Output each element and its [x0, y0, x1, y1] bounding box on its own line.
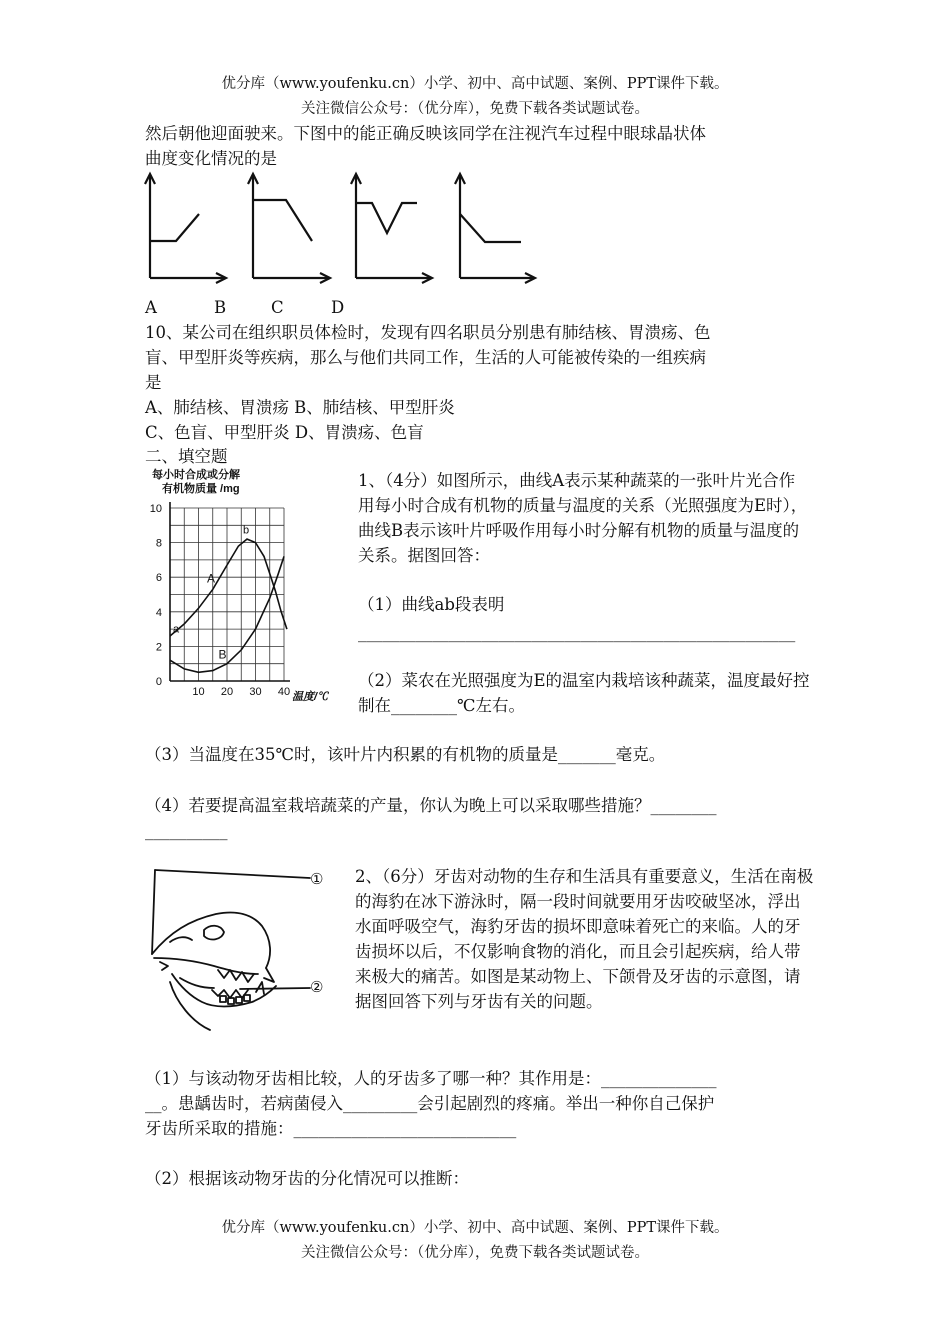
fill1-q3: （3）当温度在35℃时，该叶片内积累的有机物的质量是_______毫克。 [145, 745, 666, 764]
page-footer-line2: 关注微信公众号：（优分库），免费下载各类试题试卷。 [301, 1245, 649, 1261]
chart-ylabel-line2: 有机物质量 /mg [162, 483, 240, 495]
page-footer-line1: 优分库（www.youfenku.cn）小学、初中、高中试题、案例、PPT课件下载。 [221, 1220, 729, 1236]
q9-option-graphs [140, 170, 540, 288]
x-tick-label: 40 [277, 686, 291, 698]
q10-line1: 10、某公司在组织职员体检时，发现有四名职员分别患有肺结核、胃溃疡、色 [145, 323, 711, 342]
q10-line3: 是 [145, 373, 162, 392]
fill1-q4-line1: （4）若要提高温室栽培蔬菜的产量，你认为晚上可以采取哪些措施？________ [145, 796, 717, 815]
fill2-q1-line1: （1）与该动物牙齿相比较，人的牙齿多了哪一种？其作用是：______________ [145, 1069, 717, 1088]
chart-ylabel-line1: 每小时合成或分解 [152, 469, 240, 481]
animal-jaw-illustration [140, 862, 335, 1037]
chart-xlabel: 温度/℃ [292, 691, 329, 703]
y-tick-label: 8 [155, 537, 162, 550]
q9-option-b: B [214, 298, 227, 317]
x-tick-label: 20 [220, 686, 234, 698]
page-header-line1: 优分库（www.youfenku.cn）小学、初中、高中试题、案例、PPT课件下载。 [221, 76, 729, 92]
graph-d [455, 174, 535, 283]
fill1-q1-blank: _____________________________________________________ [358, 623, 796, 642]
fill2-q1-line3: 牙齿所采取的措施：___________________________ [145, 1119, 517, 1138]
fill2-q1-line2: __。患龋齿时，若病菌侵入_________会引起剧烈的疼痛。举出一种你自己保护 [145, 1094, 715, 1113]
section-title: 二、填空题 [145, 447, 228, 466]
q9-line1: 然后朝他迎面驶来。下图中的能正确反映该同学在注视汽车过程中眼球晶状体 [145, 124, 706, 143]
x-tick-label: 10 [192, 686, 205, 698]
y-tick-label: 0 [155, 676, 162, 688]
graph-c [351, 174, 432, 283]
page-header-line2: 关注微信公众号：（优分库），免费下载各类试题试卷。 [301, 101, 649, 117]
fill1-q4-line2: __________ [145, 821, 228, 840]
y-tick-label: 4 [155, 606, 162, 619]
fill2-q2: （2）根据该动物牙齿的分化情况可以推断： [145, 1169, 469, 1188]
q9-line2: 曲度变化情况的是 [145, 149, 277, 168]
y-tick-label: 6 [155, 572, 162, 585]
jaw-label-2: ② [310, 979, 324, 996]
photosynthesis-chart [140, 466, 340, 706]
q10-options-cd: C、色盲、甲型肝炎 D、胃溃疡、色盲 [145, 423, 424, 442]
fill1-q1: （1）曲线ab段表明 [358, 595, 505, 614]
graph-b [248, 174, 330, 283]
curve-b-label: B [218, 647, 227, 662]
y-tick-label: 10 [149, 503, 162, 515]
q9-option-c: C [271, 298, 284, 317]
q10-line2: 盲、甲型肝炎等疾病，那么与他们共同工作，生活的人可能被传染的一组疾病 [145, 348, 706, 367]
x-tick-label: 30 [249, 686, 262, 698]
point-b-label: b [242, 524, 250, 537]
fill2-intro: 2、（6分）牙齿对动物的生存和生活具有重要意义，生活在南极的海豹在冰下游泳时，隔一段时间就要用牙齿咬破坚冰，浮出水面呼吸空气，海豹牙齿的损坏即意味着死亡的来临。人的牙齿损坏以后，不仅影响食物的消化，而且会引起疾病，给人带来极大的痛苦。如图是某动物上、下颌骨及牙齿的示意图，请据图回答下列与牙齿有关的问题。 [355, 867, 814, 1011]
fill1-intro: 1、（4分）如图所示，曲线A表示某种蔬菜的一张叶片光合作用每小时合成有机物的质量与温度的关系（光照强度为E时），曲线B表示该叶片呼吸作用每小时分解有机物的质量与温度的关系。据图回答： [358, 471, 808, 565]
curve-a-label: A [207, 571, 216, 586]
q9-option-a: A [145, 298, 157, 317]
graph-a [145, 174, 226, 283]
jaw-label-1: ① [310, 871, 324, 888]
point-a-label: a [173, 623, 180, 636]
y-tick-label: 2 [155, 641, 162, 654]
fill1-q2: （2）菜农在光照强度为E的温室内栽培该种蔬菜，温度最好控制在________℃左右。 [358, 671, 810, 715]
chart-grid [170, 508, 284, 681]
q10-options-ab: A、肺结核、胃溃疡 B、肺结核、甲型肝炎 [145, 398, 455, 417]
q9-option-d: D [331, 298, 345, 317]
